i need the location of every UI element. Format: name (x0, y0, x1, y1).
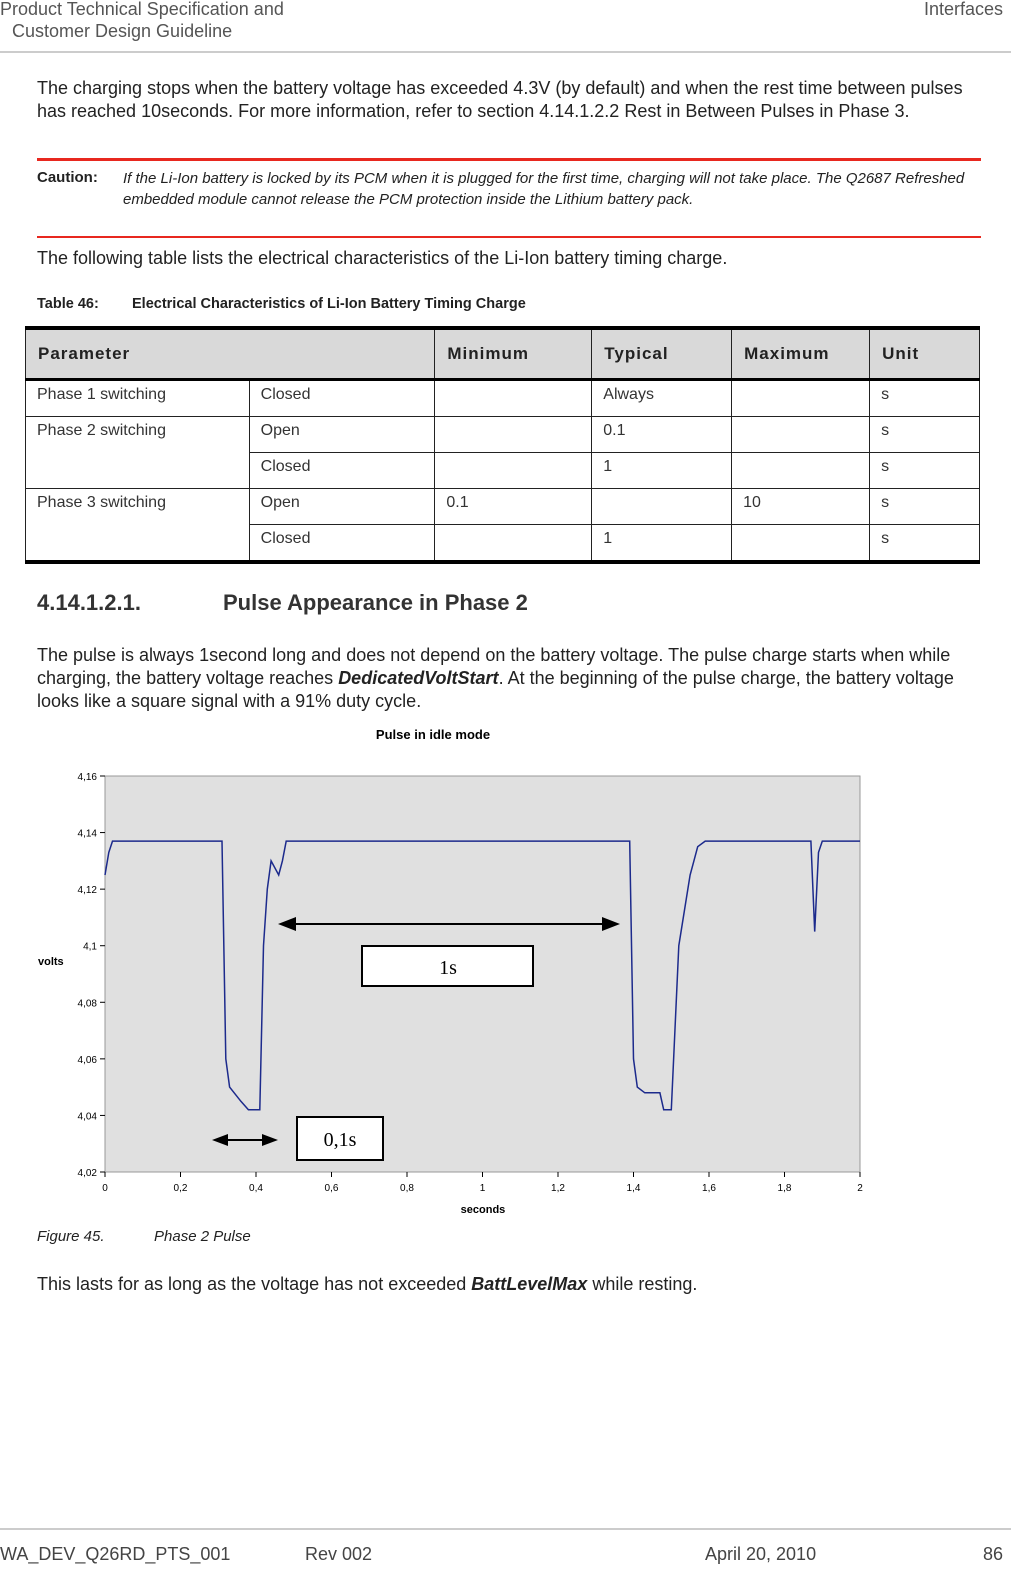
section-heading (37, 590, 528, 616)
tenth-second-label: 0,1s (323, 1129, 357, 1151)
cell-unit: s (870, 417, 980, 453)
y-tick-label: 4,1 (83, 941, 97, 953)
y-axis-label: volts (38, 956, 64, 968)
cell-unit: s (870, 380, 980, 417)
y-tick-label: 4,14 (77, 828, 97, 840)
y-tick-label: 4,06 (77, 1054, 97, 1066)
caution-text: If the Li-Ion battery is locked by its PCM when it is plugged for the first time, charging will not take place. The Q2687 Refreshed embedded module cannot release the PCM protection inside the Lithium battery pack. (123, 170, 965, 208)
closing-text-a: This lasts for as long as the voltage has not exceeded (37, 1274, 472, 1294)
y-tick-label: 4,08 (77, 998, 97, 1010)
col-header-typical: Typical (592, 328, 732, 380)
x-tick-label: 1,8 (777, 1183, 792, 1194)
cell-typ (592, 489, 732, 525)
x-tick-label: 1,4 (626, 1183, 641, 1194)
x-tick-label: 1 (479, 1183, 486, 1194)
cell-state: Open (249, 489, 435, 525)
cell-max: 10 (732, 489, 870, 525)
cell-max (732, 453, 870, 489)
cell-typ: 1 (592, 453, 732, 489)
batt-level-max: BattLevelMax (471, 1274, 588, 1294)
caution-box (37, 158, 981, 238)
y-tick-label: 4,12 (77, 885, 97, 897)
cell-min (435, 525, 592, 563)
pulse-chart (30, 722, 870, 1222)
section-title: Pulse Appearance in Phase 2 (223, 590, 528, 615)
table-header-row (26, 328, 980, 380)
cell-min (435, 417, 592, 453)
y-tick-label: 4,04 (77, 1111, 97, 1123)
cell-typ: Always (592, 380, 732, 417)
caution-label: Caution: (37, 169, 98, 186)
y-tick-label: 4,16 (77, 772, 97, 783)
section-text-c: . At the beginning of the pulse charge, the battery voltage looks like a square signal with a 91% duty cycle. (37, 668, 954, 711)
x-tick-label: 0,2 (173, 1183, 188, 1194)
one-second-label: 1s (439, 957, 457, 979)
cell-typ: 0.1 (592, 417, 732, 453)
figure-caption-text: Phase 2 Pulse (154, 1228, 251, 1245)
table-caption-number: Table 46: (37, 296, 99, 312)
x-tick-label: 1,2 (551, 1183, 565, 1194)
intro-paragraph: The charging stops when the battery voltage has exceeded 4.3V (by default) and when the rest time between pulses has reached 10seconds. For more information, refer to section 4.14.1.2.2 Rest in Between Pulses in Phase 3. (37, 78, 963, 121)
cell-parameter: Phase 1 switching (26, 380, 250, 417)
cell-max (732, 380, 870, 417)
table-caption (37, 296, 526, 312)
cell-state: Closed (249, 525, 435, 563)
footer-doc-id: WA_DEV_Q26RD_PTS_001 (0, 1544, 231, 1564)
x-tick-label: 0,4 (249, 1183, 263, 1194)
closing-text-c: while resting. (587, 1274, 698, 1294)
cell-parameter: Phase 2 switching (26, 417, 250, 489)
cell-unit: s (870, 453, 980, 489)
header-title-line1: Product Technical Specification and (0, 0, 284, 19)
col-header-unit: Unit (870, 328, 980, 380)
header-section: Interfaces (923, 0, 1003, 19)
x-tick-label: 0 (102, 1183, 108, 1194)
footer-revision: Rev 002 (305, 1544, 373, 1564)
cell-max (732, 525, 870, 563)
section-text-a: The pulse is always 1second long and does not depend on the battery voltage. The pulse charge starts when while charging, the battery voltage reaches (37, 645, 951, 688)
col-header-minimum: Minimum (435, 328, 592, 380)
table-row (26, 380, 980, 417)
figure-caption (37, 1228, 251, 1245)
header-title-line2: Customer Design Guideline (12, 21, 233, 41)
section-paragraph (37, 644, 977, 713)
table-intro: The following table lists the electrical characteristics of the Li-Ion battery timing charge. (37, 248, 728, 268)
footer-page-number: 86 (982, 1544, 1003, 1564)
col-header-maximum: Maximum (732, 328, 870, 380)
dedicated-volt-start: DedicatedVoltStart (338, 668, 499, 688)
cell-state: Open (249, 417, 435, 453)
cell-state: Closed (249, 453, 435, 489)
footer-rule (0, 1528, 1011, 1530)
col-header-parameter: Parameter (26, 328, 435, 380)
x-tick-label: 2 (857, 1183, 863, 1194)
figure-caption-number: Figure 45. (37, 1228, 105, 1245)
section-number: 4.14.1.2.1. (37, 590, 141, 615)
cell-min (435, 453, 592, 489)
cell-unit: s (870, 489, 980, 525)
table-row (26, 417, 980, 453)
y-tick-label: 4,02 (77, 1168, 97, 1179)
x-tick-label: 1,6 (702, 1183, 716, 1194)
table-caption-text: Electrical Characteristics of Li-Ion Battery Timing Charge (132, 296, 526, 312)
cell-state: Closed (249, 380, 435, 417)
cell-min (435, 380, 592, 417)
x-tick-label: 0,6 (324, 1183, 339, 1194)
footer-date: April 20, 2010 (705, 1544, 817, 1564)
cell-unit: s (870, 525, 980, 563)
closing-paragraph (37, 1273, 977, 1296)
spec-table (25, 326, 980, 564)
cell-typ: 1 (592, 525, 732, 563)
x-axis-label: seconds (460, 1204, 506, 1216)
cell-min: 0.1 (435, 489, 592, 525)
chart-title: Pulse in idle mode (375, 727, 491, 742)
x-tick-label: 0,8 (400, 1183, 414, 1194)
page-header (0, 0, 1011, 50)
cell-parameter: Phase 3 switching (26, 489, 250, 563)
cell-max (732, 417, 870, 453)
table-row (26, 489, 980, 525)
header-rule (0, 51, 1011, 53)
